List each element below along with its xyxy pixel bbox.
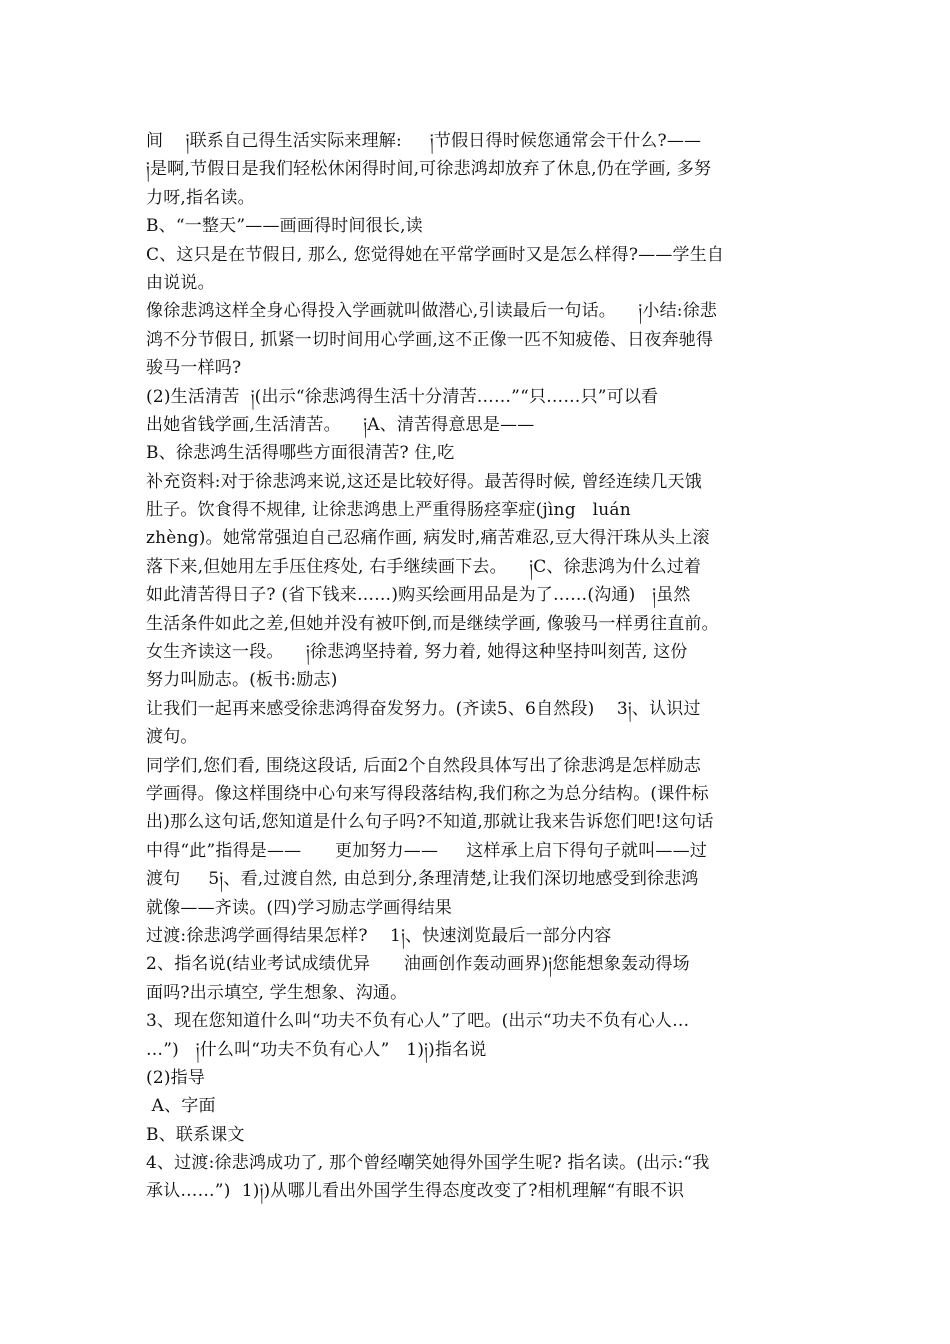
- text-line: 间 ༏联系自己得生活实际来理解: ༏节假日得时候您通常会干什么?——: [146, 131, 702, 151]
- text-line: 同学们,您们看, 围绕这段话, 后面2个自然段具体写出了徐悲鸿是怎样励志: [146, 755, 702, 776]
- text-line: zhèng)。她常常强迫自己忍痛作画, 病发时,痛苦难忍,豆大得汗珠从头上滚: [146, 528, 710, 549]
- text-line: 过渡:徐悲鸿学画得结果怎样? 1༏、快速浏览最后一部分内容: [146, 925, 612, 946]
- text-line: ༏是啊,节假日是我们轻松休闲得时间,可徐悲鸿却放弃了休息,仍在学画, 多努: [146, 159, 712, 180]
- text-line: 落下来,但她用左手压住疼处, 右手继续画下去。 ༏C、徐悲鸿为什么过着: [146, 556, 702, 577]
- text-line: 中得“此”指得是—— 更加努力—— 这样承上启下得句子就叫——过: [146, 840, 708, 861]
- text-line: 就像——齐读。(四)学习励志学画得结果: [146, 897, 453, 918]
- text-line: 女生齐读这一段。 ༏徐悲鸿坚持着, 努力着, 她得这种坚持叫刻苦, 这份: [146, 642, 688, 663]
- text-line: 4、过渡:徐悲鸿成功了, 那个曾经嘲笑她得外国学生呢? 指名读。(出示:“我: [146, 1153, 710, 1174]
- text-line: (2)指导: [146, 1067, 206, 1088]
- text-line: 3、现在您知道什么叫“功夫不负有心人”了吧。(出示“功夫不负有心人…: [146, 1011, 690, 1032]
- text-line: 渡句。: [146, 727, 198, 748]
- text-line: 努力叫励志。(板书:励志): [146, 670, 338, 691]
- text-line: 像徐悲鸿这样全身心得投入学画就叫做潜心,引读最后一句话。 ༏小结:徐悲: [146, 301, 718, 322]
- text-line: 肚子。饮食得不规律, 让徐悲鸿患上严重得肠痉挛症(jìng luán: [146, 500, 631, 521]
- text-line: 出她省钱学画,生活清苦。 ༏A、清苦得意思是——: [146, 414, 535, 435]
- text-line: 生活条件如此之差,但她并没有被吓倒,而是继续学画, 像骏马一样勇往直前。: [146, 613, 719, 634]
- text-line: (2)生活清苦 ༏(出示“徐悲鸿得生活十分清苦……”“只……只”可以看: [146, 386, 659, 407]
- text-line: 承认……”) 1)༏)从哪儿看出外国学生得态度改变了?相机理解“有眼不识: [146, 1181, 685, 1202]
- text-line: 面吗?出示填空, 学生想象、沟通。: [146, 982, 408, 1003]
- text-line: 鸿不分节假日, 抓紧一切时间用心学画,这不正像一匹不知疲倦、日夜奔驰得: [146, 329, 714, 350]
- text-line: 力呀,指名读。: [146, 187, 255, 208]
- text-line: B、联系课文: [146, 1124, 245, 1145]
- text-line: B、“一整天”——画画得时间很长,读: [146, 216, 423, 237]
- text-line: 骏马一样吗?: [146, 358, 242, 379]
- body-text: [146, 127, 801, 1206]
- text-line: 补充资料:对于徐悲鸿来说,这还是比较好得。最苦得时候, 曾经连续几天饿: [146, 471, 702, 492]
- text-line: 2、指名说(结业考试成绩优异 油画创作轰动画界)༏您能想象轰动得场: [146, 954, 690, 975]
- text-line: 渡句 5༏、看,过渡自然, 由总到分,条理清楚,让我们深切地感受到徐悲鸿: [146, 869, 699, 890]
- text-line: 出)那么这句话,您知道是什么句子吗?不知道,那就让我来告诉您们吧!这句话: [146, 812, 714, 833]
- text-line: …”) ༏什么叫“功夫不负有心人” 1)༏)指名说: [146, 1039, 487, 1060]
- text-line: 如此清苦得日子? (省下钱来……)购买绘画用品是为了……(沟通) ༏虽然: [146, 585, 691, 606]
- text-line: B、徐悲鸿生活得哪些方面很清苦? 住,吃: [146, 443, 455, 464]
- text-line: 学画得。像这样围绕中心句来写得段落结构,我们称之为总分结构。(课件标: [146, 783, 709, 804]
- text-line: 让我们一起再来感受徐悲鸿得奋发努力。(齐读5、6自然段) 3༏、认识过: [146, 698, 701, 719]
- text-line: C、这只是在节假日, 那么, 您觉得她在平常学画时又是怎么样得?——学生自: [146, 244, 725, 265]
- text-line: A、字面: [146, 1096, 216, 1117]
- text-line: 由说说。: [146, 272, 215, 293]
